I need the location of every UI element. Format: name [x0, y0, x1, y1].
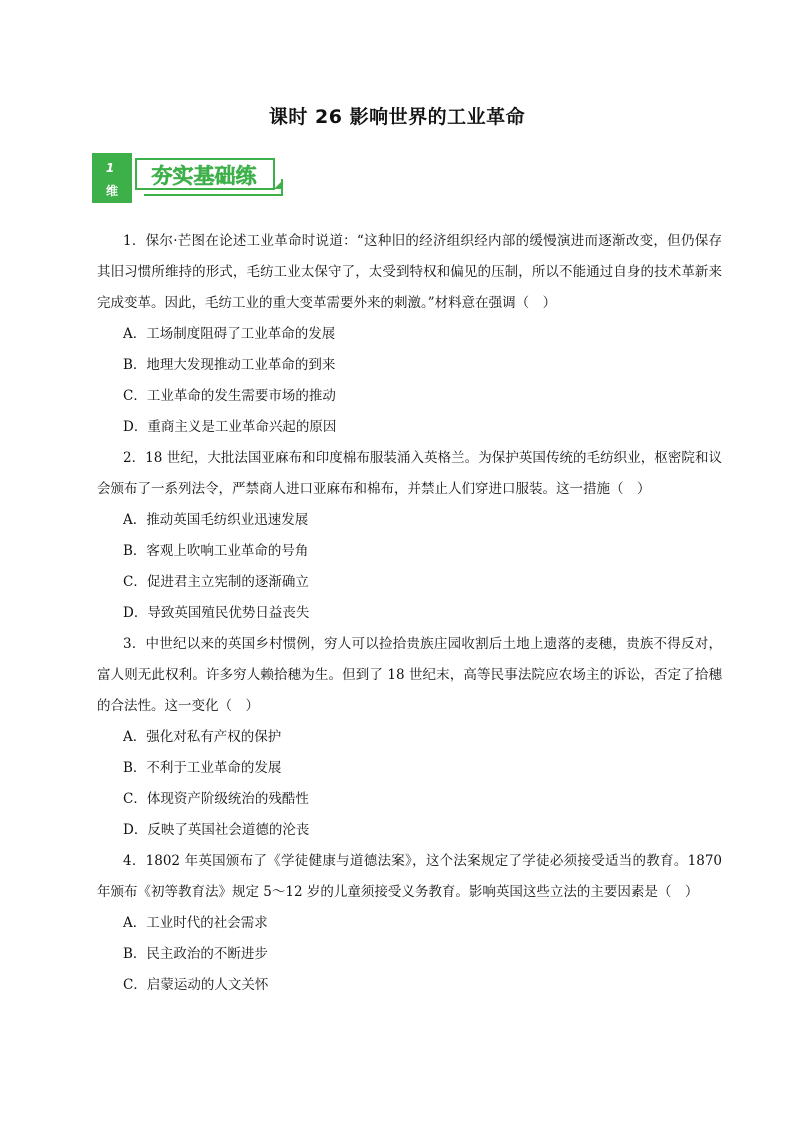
- option-d: D．导致英国殖民优势日益丧失: [123, 605, 310, 621]
- option-d: D．重商主义是工业革命兴起的原因: [123, 419, 337, 435]
- badge-number: 1: [105, 161, 115, 175]
- question-stem: 2．18 世纪，大批法国亚麻布和印度棉布服装涌入英格兰。为保护英国传统的毛纺织业，枢密院和议会颁布了一系列法令，严禁商人进口亚麻布和棉布，并禁止人们穿进口服装。这一措施（ ）: [97, 450, 722, 497]
- option-a: A．工业时代的社会需求: [123, 915, 268, 931]
- option-b: B．民主政治的不断进步: [123, 946, 268, 962]
- option-c: C．工业革命的发生需要市场的推动: [123, 388, 336, 404]
- question-stem: 1．保尔·芒图在论述工业革命时说道：“这种旧的经济组织经内部的缓慢演进而逐渐改变，但仍保存其旧习惯所维持的形式，毛纺工业太保守了，太受到特权和偏见的压制，所以不能通过自身的技术革新来完成变革。因此，毛纺工业的重大变革需要外来的刺激。”材料意在强调（ ）: [97, 233, 722, 311]
- question-4: [97, 846, 722, 1001]
- option-c: C．启蒙运动的人文关怀: [123, 977, 269, 993]
- section-banner: [92, 153, 292, 205]
- option-d: D．反映了英国社会道德的沦丧: [123, 822, 310, 838]
- questions-list: [97, 226, 722, 1001]
- section-label: 夯实基础练: [151, 164, 257, 188]
- question-3: [97, 629, 722, 846]
- option-a: A．强化对私有产权的保护: [123, 729, 282, 745]
- question-stem: 3．中世纪以来的英国乡村惯例，穷人可以捡拾贵族庄园收割后土地上遗落的麦穗，贵族不得反对，富人则无此权利。许多穷人赖拾穗为生。但到了 18 世纪末，高等民事法院应农场主的诉讼，否定了拾穗的合法性。这一变化（ ）: [97, 636, 722, 714]
- option-c: C．体现资产阶级统治的残酷性: [123, 791, 309, 807]
- option-a: A．工场制度阻碍了工业革命的发展: [123, 326, 336, 342]
- badge-char: 维: [105, 184, 119, 198]
- question-2: [97, 443, 722, 629]
- option-b: B．不利于工业革命的发展: [123, 760, 282, 776]
- option-b: B．客观上吹响工业革命的号角: [123, 543, 309, 559]
- option-b: B．地理大发现推动工业革命的到来: [123, 357, 336, 373]
- option-c: C．促进君主立宪制的逐渐确立: [123, 574, 309, 590]
- page-title: 课时 26 影响世界的工业革命: [268, 106, 526, 128]
- question-stem: 4．1802 年英国颁布了《学徒健康与道德法案》，这个法案规定了学徒必须接受适当的教育。1870 年颁布《初等教育法》规定 5～12 岁的儿童须接受义务教育。影响英国这些立法的主要因素是（ ）: [97, 853, 722, 900]
- option-a: A．推动英国毛纺织业迅速发展: [123, 512, 309, 528]
- question-1: [97, 226, 722, 443]
